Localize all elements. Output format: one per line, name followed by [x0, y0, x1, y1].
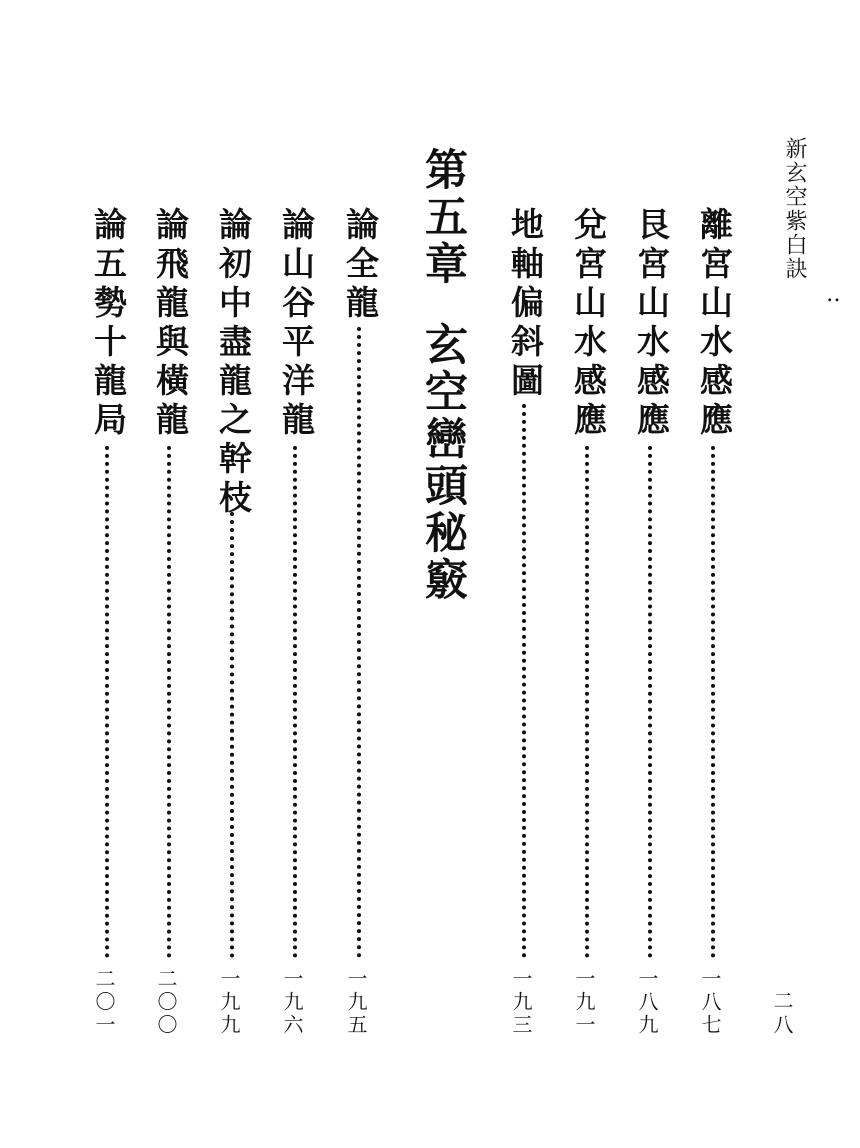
toc-entry-title: 艮宮山水感應 — [632, 207, 671, 441]
dot-leader — [522, 404, 526, 958]
dot-leader — [230, 512, 234, 958]
toc-entry-title: 論山谷平洋龍 — [277, 207, 316, 441]
dot-leader — [648, 446, 652, 958]
toc-entry-page: 一九九 — [217, 968, 241, 1037]
dot-leader — [585, 446, 589, 958]
toc-entry-page: 一八七 — [698, 968, 722, 1037]
toc-entry-page: 一九一 — [572, 968, 596, 1037]
dot-leader — [293, 446, 297, 958]
dot-leader — [167, 446, 171, 958]
toc-entry-page: 一九六 — [280, 968, 304, 1037]
toc-entry-title: 兌宮山水感應 — [569, 207, 608, 441]
toc-entry-page: 一九三 — [509, 968, 533, 1037]
dot-leader — [711, 446, 715, 958]
toc-entry-title: 論初中盡龍之幹枝 — [214, 207, 253, 519]
page-number: 二八 — [770, 990, 794, 1038]
toc-entry-title: 論五勢十龍局 — [89, 207, 128, 441]
chapter-title: 玄空巒頭秘竅 — [418, 322, 468, 604]
toc-entry-title: 論全龍 — [341, 207, 380, 324]
toc-entry-page: 二〇〇 — [154, 968, 178, 1037]
ellipsis-mark: ‥ — [826, 282, 841, 307]
toc-entry-title: 論飛龍與橫龍 — [151, 207, 190, 441]
toc-entry-title: 地軸偏斜圖 — [506, 207, 545, 402]
toc-entry-title: 離宮山水感應 — [695, 207, 734, 441]
dot-leader — [105, 446, 109, 958]
dot-leader — [357, 327, 361, 958]
toc-entry-page: 一九五 — [344, 968, 368, 1037]
toc-entry-page: 二〇一 — [92, 968, 116, 1037]
toc-entry-page: 一八九 — [635, 968, 659, 1037]
running-title: 新玄空紫白訣 — [782, 137, 807, 281]
chapter-number: 第五章 — [418, 147, 468, 288]
